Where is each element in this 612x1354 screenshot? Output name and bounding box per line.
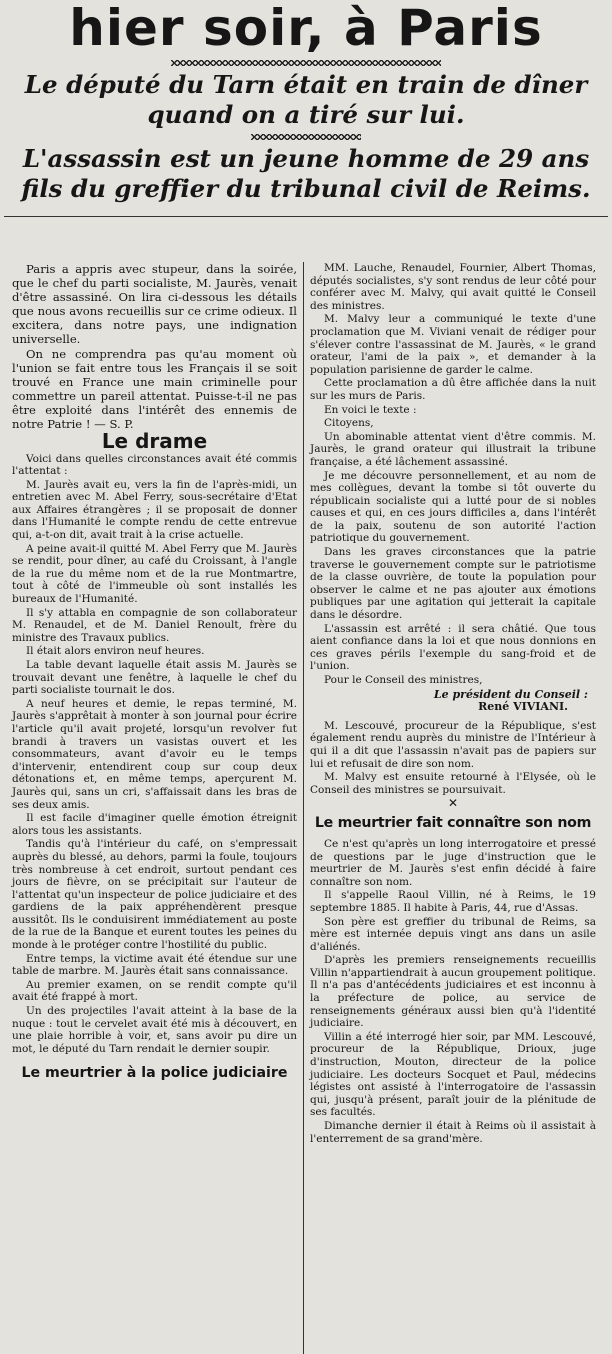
meurtrier-paragraph: Il s'appelle Raoul Villin, né à Reims, le 19 septembre 1885. Il habite à Paris, 44, rue d'Assas. <box>310 889 596 914</box>
right-column <box>304 262 602 1354</box>
meurtrier-paragraph: Villin a été interrogé hier soir, par MM. Lescouvé, procureur de la République, Drioux, juge d'instruction, Mouton, directeur de la police judiciaire. Les docteurs Socquet et Paul, médecins légistes ont assisté à l'interrogatoire de l'assassin qui, jusqu'à présent, paraît jouir de la plénitude de ses facultés. <box>310 1030 596 1119</box>
subhead-line: L'assassin est un jeune homme de 29 ans <box>22 144 590 173</box>
subheads <box>0 70 612 204</box>
drame-paragraph: La table devant laquelle était assis M. Jaurès se trouvait devant une fenêtre, à laquelle le chef du parti socialiste tournait le dos. <box>12 659 297 697</box>
horizontal-rule <box>4 216 608 217</box>
drame-paragraph: A neuf heures et demie, le repas terminé, M. Jaurès s'apprêtait à monter à son journal pour écrire l'article qu'il avait projeté, lorsqu'un revolver fut brandi à travers un vasistas ouvert et les consommateurs, avant d'avoir eu le temps d'intervenir, entendirent coup sur coup deux détonations et, en même temps, aperçurent M. Jaurès qui, sans un cri, s'affaissait dans les bras de ses deux amis. <box>12 697 297 811</box>
small-wavy-divider <box>251 134 361 140</box>
drame-paragraph: M. Jaurès avait eu, vers la fin de l'après-midi, un entretien avec M. Abel Ferry, sous-secrétaire d'Etat aux Affaires étrangères ; il se proposait de donner dans l'Humanité le compte rendu de cette entrevue qui, a-t-on dit, avait trait à la crise actuelle. <box>12 478 297 542</box>
proclamation-paragraph: Un abominable attentat vient d'être commis. M. Jaurès, le grand orateur qui illustrait la tribune française, a été lâchement assassiné. <box>310 430 596 468</box>
meurtrier-paragraph: D'après les premiers renseignements recueillis Villin n'appartiendrait à aucun groupement politique. Il n'a pas d'antécédents judiciaires et est inconnu à la préfecture de police, au service de renseignements généraux aussi bien qu'à l'identité judiciaire. <box>310 954 596 1030</box>
police-judiciaire-heading: Le meurtrier à la police judiciaire <box>21 1065 288 1082</box>
right-paragraph: M. Lescouvé, procureur de la République, s'est également rendu auprès du ministre de l'Intérieur à qui il a dit que l'assassin n'avait pas de papiers sur lui et refusait de dire son nom. <box>310 719 596 770</box>
left-column <box>6 262 304 1354</box>
proclamation-paragraph: L'assassin est arrêté : il sera châtié. Que tous aient confiance dans la loi et que nous donnions en ces graves périls l'exemple du sang-froid et de l'union. <box>310 622 596 673</box>
drame-paragraph: Il est facile d'imaginer quelle émotion étreignit alors tous les assistants. <box>12 812 297 837</box>
meurtrier-paragraph: Dimanche dernier il était à Reims où il assistait à l'enterrement de sa grand'mère. <box>310 1120 596 1145</box>
signature-title: Le président du Conseil : <box>433 687 588 701</box>
drame-body <box>12 453 297 1056</box>
drame-paragraph: Voici dans quelles circonstances avait été commis l'attentat : <box>12 452 297 478</box>
drame-paragraph: Au premier examen, on se rendit compte qu'il avait été frappé à mort. <box>12 978 297 1004</box>
subhead-line: quand on a tiré sur lui. <box>147 100 465 129</box>
meurtrier-paragraph: Ce n'est qu'après un long interrogatoire et pressé de questions par le juge d'instruction que le meurtrier de M. Jaurès s'est enfin décidé à faire connaître son nom. <box>310 837 596 888</box>
headline: hier soir, à Paris <box>69 0 543 57</box>
drame-paragraph: Un des projectiles l'avait atteint à la base de la nuque : tout le cervelet avait été mis à découvert, en une plaie horrible à voir, et, sans avoir pu dire un mot, le député du Tarn rendait le dernier soupir. <box>12 1005 297 1055</box>
intro-paragraph: On ne comprendra pas qu'au moment où l'union se fait entre tous les Français il se soit trouvé en France une main criminelle pour commettre un pareil attentat. Puisse-t-il ne pas être exploité dans l'intérêt des ennemis de notre Patrie ! — S. P. <box>12 347 297 431</box>
signature-name: René VIVIANI. <box>478 700 568 714</box>
proclamation-greeting: Citoyens, <box>324 417 374 430</box>
intro-paragraph: Paris a appris avec stupeur, dans la soirée, que le chef du parti socialiste, M. Jaurès, venait d'être assassiné. On lira ci-dessous les détails que nous avons recueillis sur ce crime odieux. Il excitera, dans notre pays, une indignation universelle. <box>12 262 297 346</box>
right-paragraph: M. Malvy est ensuite retourné à l'Elysée, où le Conseil des ministres se poursuivait. <box>310 771 596 796</box>
right-paragraph: En voici le texte : <box>324 403 417 416</box>
intro <box>12 262 297 431</box>
drame-paragraph: Tandis qu'à l'intérieur du café, on s'empressait auprès du blessé, au dehors, parmi la foule, toujours très nombreuse à cet endroit, surtout pendant ces jours de fièvre, on se précipitait sur l'auteur de l'attentat qu'un inspecteur de police judiciaire et des gardiens de la paix appréhendèrent presque aussitôt. Ils le conduisirent immédiatement au poste de la rue de la Banque et eurent toutes les peines du monde à le protéger contre l'hostilité du public. <box>12 838 297 952</box>
drame-paragraph: Il était alors environ neuf heures. <box>26 645 205 658</box>
drame-paragraph: Entre temps, la victime avait été étendue sur une table de marbre. M. Jaurès était sans connaissance. <box>12 952 297 978</box>
drame-paragraph: A peine avait-il quitté M. Abel Ferry que M. Jaurès se rendit, pour dîner, au café du Croissant, à l'angle de la rue du même nom et de la rue Montmartre, tout à côté de l'immeuble où sont installés les bureaux de l'Humanité. <box>12 542 297 606</box>
drame-heading: Le drame <box>101 429 208 453</box>
meurtrier-paragraph: Son père est greffier du tribunal de Reims, sa mère est internée depuis vingt ans dans un asile d'aliénés. <box>310 915 596 953</box>
meurtrier-heading: Le meurtrier fait connaître son nom <box>314 815 592 832</box>
right-paragraph: MM. Lauche, Renaudel, Fournier, Albert Thomas, députés socialistes, s'y sont rendus de leur côté pour conférer avec M. Malvy, qui avait quitté le Conseil des ministres. <box>310 262 596 312</box>
right-paragraph: Cette proclamation a dû être affichée dans la nuit sur les murs de Paris. <box>310 377 596 402</box>
proclamation-paragraph: Pour le Conseil des ministres, <box>324 674 483 686</box>
drame-paragraph: Il s'y attabla en compagnie de son collaborateur M. Renaudel, et de M. Daniel Renoult, frère du ministre des Travaux publics. <box>12 606 297 644</box>
subhead-line: Le député du Tarn était en train de dîner <box>24 70 588 99</box>
cross-ornament-icon: ✕ <box>447 796 459 811</box>
proclamation-paragraph: Dans les graves circonstances que la patrie traverse le gouvernement compte sur le patriotisme de la classe ouvrière, de toute la population pour observer le calme et ne pas ajouter aux émotions publiques par une agitation qui jetterait la capitale dans le désordre. <box>310 546 596 622</box>
subhead-line: fils du greffier du tribunal civil de Reims. <box>21 174 591 203</box>
right-paragraph: M. Malvy leur a communiqué le texte d'une proclamation que M. Viviani venait de rédiger pour s'élever contre l'assassinat de M. Jaurès, « le grand orateur, l'ami de la paix », et demander à la population parisienne de garder le calme. <box>310 313 596 376</box>
article-columns <box>6 262 608 1354</box>
wavy-divider <box>171 60 441 66</box>
proclamation-paragraph: Je me découvre personnellement, et au nom de mes collègues, devant la tombe si tôt ouverte du républicain socialiste qui a lutté pour de si nobles causes et qui, en ces jours difficiles a, dans l'intérêt de la paix, soutenu de son autorité l'action patriotique du gouvernement. <box>310 469 596 545</box>
